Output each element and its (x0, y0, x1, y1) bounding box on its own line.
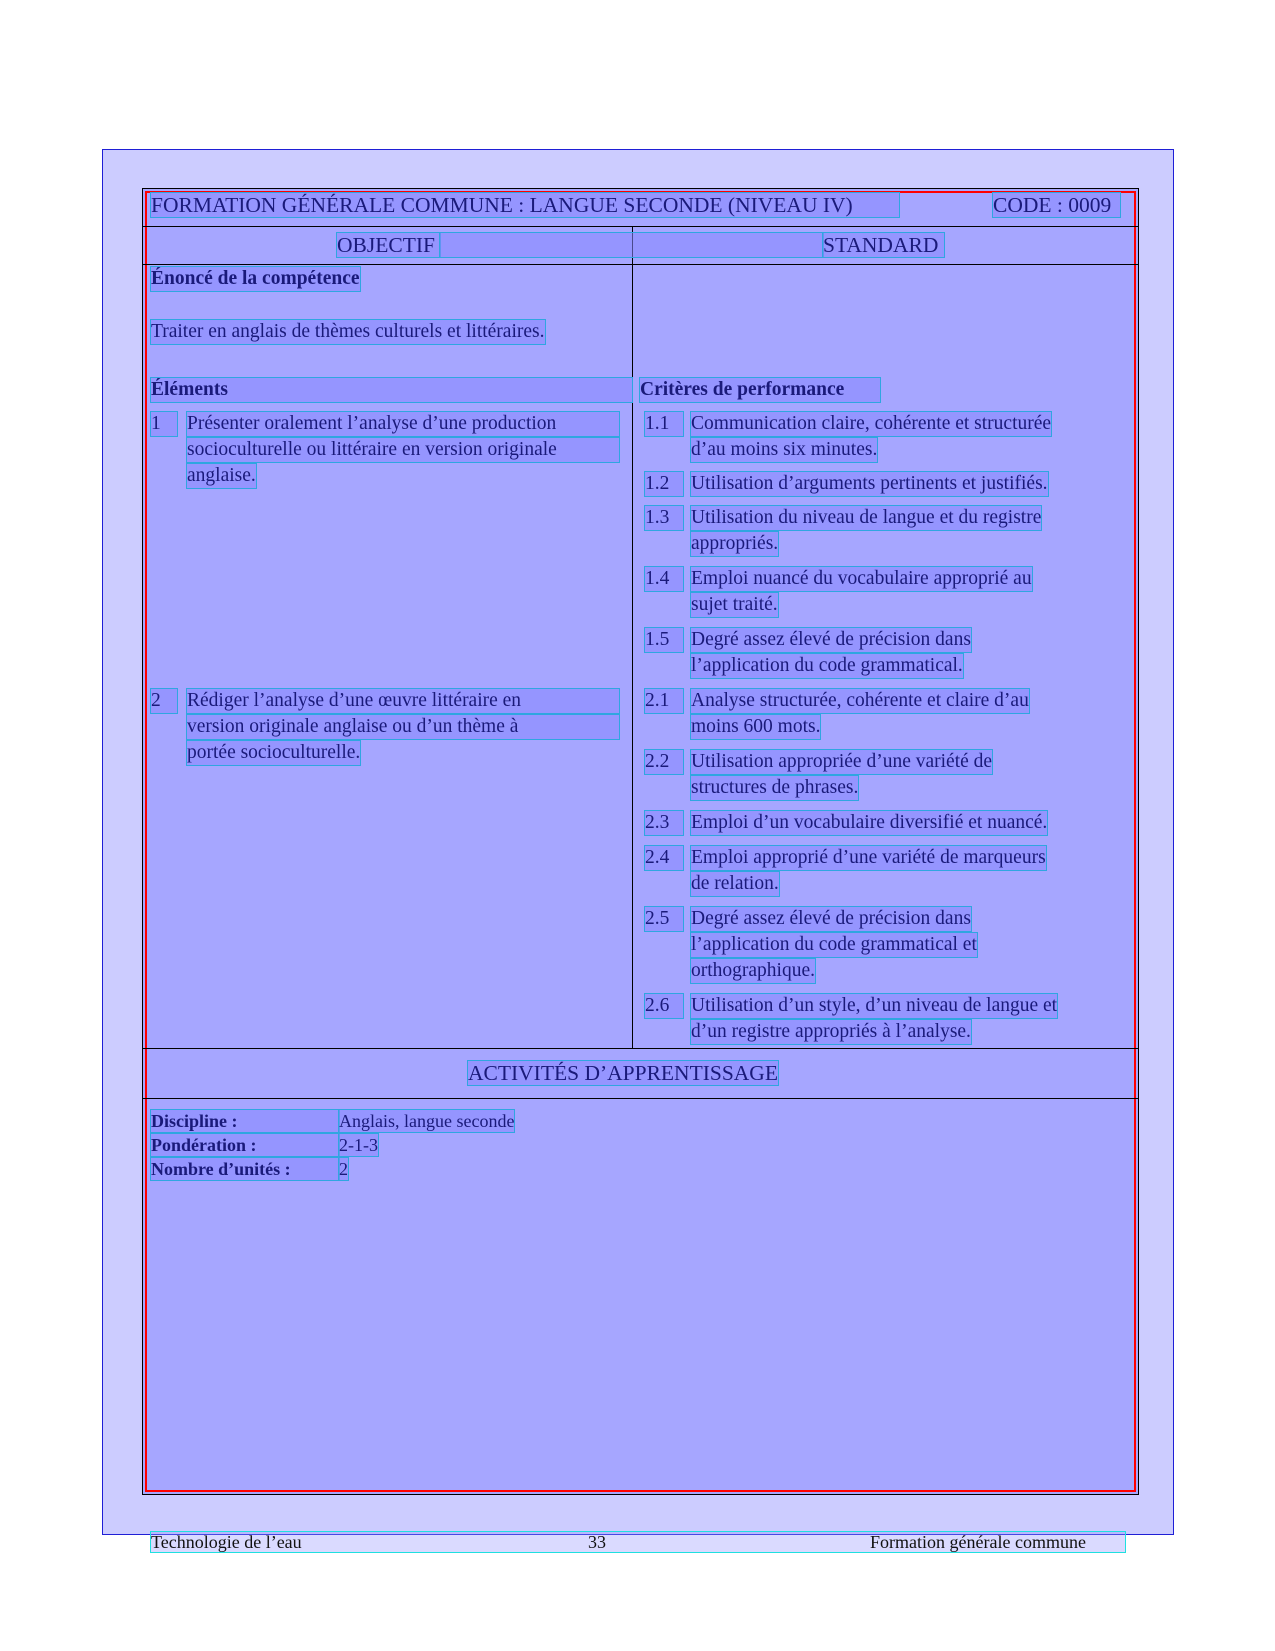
header-band (440, 233, 823, 257)
course-code: CODE : 0009 (993, 193, 1120, 217)
critere-number: 2.5 (645, 907, 683, 931)
divider-columns (143, 264, 1138, 265)
page-number: 33 (588, 1532, 606, 1552)
column-standard: STANDARD (823, 233, 944, 257)
elements-heading: Éléments (151, 378, 632, 402)
footer-right: Formation générale commune (870, 1532, 1086, 1552)
critere-line: d’au moins six minutes. (691, 439, 878, 460)
element-line: Rédiger l’analyse d’une œuvre littéraire en (187, 689, 619, 713)
critere-line: de relation. (691, 873, 779, 894)
element-number: 2 (151, 689, 177, 713)
critere-line: l’application du code grammatical et (691, 934, 977, 955)
critere-line: orthographique. (691, 960, 816, 981)
critere-number: 1.3 (645, 506, 683, 530)
competence-text: Traiter en anglais de thèmes culturels et littéraires. (151, 321, 545, 342)
activites-heading: ACTIVITÉS D’APPRENTISSAGE (468, 1061, 778, 1085)
critere-line: d’un registre appropriés à l’analyse. (691, 1021, 971, 1042)
table-title: FORMATION GÉNÉRALE COMMUNE : LANGUE SECONDE (NIVEAU IV) (151, 193, 899, 217)
critere-line: moins 600 mots. (691, 716, 821, 737)
unites-value: 2 (339, 1159, 348, 1179)
competence-heading: Énoncé de la compétence (151, 268, 360, 289)
discipline-label: Discipline : (151, 1110, 339, 1132)
critere-number: 1.5 (645, 628, 683, 652)
critere-number: 1.1 (645, 412, 683, 436)
critere-number: 2.3 (645, 811, 683, 835)
element-number: 1 (151, 412, 177, 436)
element-line: Présenter oralement l’analyse d’une production (187, 412, 619, 436)
critere-number: 2.6 (645, 994, 683, 1018)
ponderation-value: 2-1-3 (339, 1135, 378, 1155)
critere-line: sujet traité. (691, 594, 778, 615)
critere-line: Analyse structurée, cohérente et claire d’au (691, 690, 1029, 711)
critere-line: Utilisation appropriée d’une variété de (691, 751, 993, 772)
critere-number: 2.4 (645, 846, 683, 870)
critere-line: Emploi d’un vocabulaire diversifié et nuancé. (691, 812, 1048, 833)
ponderation-label: Pondération : (151, 1134, 339, 1156)
critere-line: Degré assez élevé de précision dans (691, 908, 971, 929)
element-line: anglaise. (187, 465, 256, 486)
element-line: version originale anglaise ou d’un thème à (187, 715, 619, 739)
footer-left: Technologie de l’eau (151, 1532, 302, 1552)
critere-line: Emploi approprié d’une variété de marqueurs (691, 847, 1046, 868)
critere-number: 2.1 (645, 689, 683, 713)
critere-line: appropriés. (691, 533, 779, 554)
critere-line: Utilisation du niveau de langue et du registre (691, 507, 1042, 528)
critere-line: Utilisation d’un style, d’un niveau de langue et (691, 995, 1058, 1016)
criteres-heading: Critères de performance (640, 378, 880, 402)
critere-number: 1.2 (645, 472, 683, 496)
divider-activites-top (143, 1048, 1138, 1049)
unites-label: Nombre d’unités : (151, 1158, 339, 1180)
element-line: portée socioculturelle. (187, 742, 361, 763)
column-objectif: OBJECTIF (337, 233, 440, 257)
critere-line: Communication claire, cohérente et structurée (691, 413, 1052, 434)
element-line: socioculturelle ou littéraire en version originale (187, 438, 619, 462)
column-divider (632, 226, 633, 1048)
critere-line: l’application du code grammatical. (691, 655, 963, 676)
critere-number: 1.4 (645, 567, 683, 591)
critere-line: structures de phrases. (691, 777, 859, 798)
critere-number: 2.2 (645, 750, 683, 774)
discipline-value: Anglais, langue seconde (339, 1111, 515, 1131)
divider-activites-bottom (143, 1098, 1138, 1099)
critere-line: Utilisation d’arguments pertinents et justifiés. (691, 473, 1048, 494)
critere-line: Degré assez élevé de précision dans (691, 629, 971, 650)
critere-line: Emploi nuancé du vocabulaire approprié au (691, 568, 1032, 589)
divider-header (143, 226, 1138, 227)
